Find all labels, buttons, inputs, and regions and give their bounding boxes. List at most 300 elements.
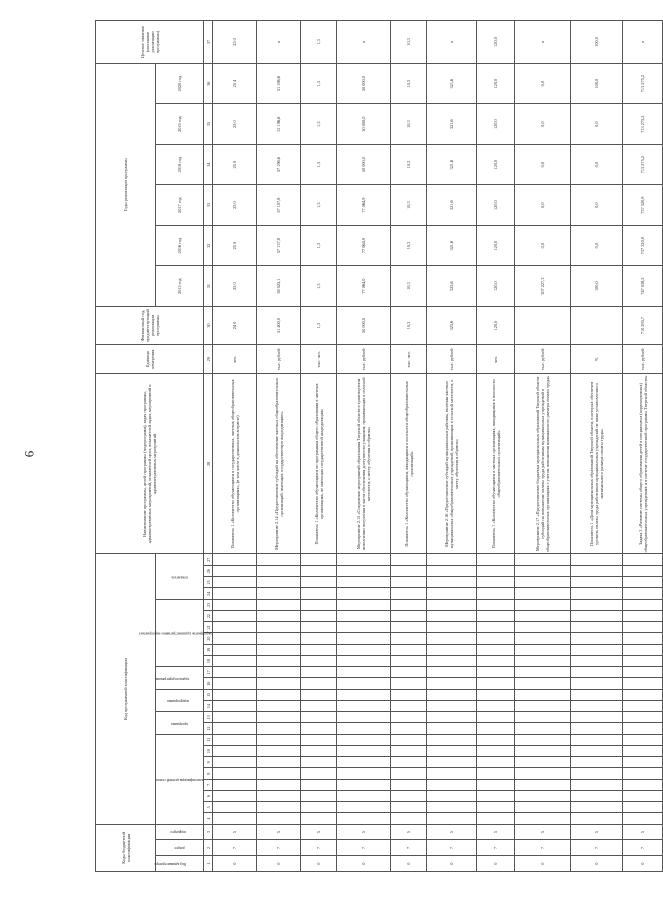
- code-cell: [427, 723, 477, 734]
- code-cell: [301, 723, 337, 734]
- year-cell: 25 0: [213, 185, 257, 226]
- code-cell: [515, 700, 571, 711]
- code-cell: [391, 723, 427, 734]
- year-cell: 737 320,9: [623, 185, 663, 226]
- column-index-1: 1: [204, 856, 213, 872]
- code-cell: [391, 667, 427, 678]
- page-number: 6: [21, 450, 37, 458]
- name-cell: Мероприятие 2.15 «Сохранение мероприятий образования Тверской области в транспортном исполнении получения в части обеспечения доступности учащихся, проживающих в сельской местности, к месту обучения и обратно»: [337, 374, 391, 554]
- header-podrazdel: подраздел: [156, 824, 204, 840]
- base-year-cell: 325,6: [427, 306, 477, 344]
- code-cell: 7: [337, 840, 391, 856]
- code-cell: [477, 768, 515, 779]
- code-cell: [477, 745, 515, 756]
- target-cell: 10,3: [391, 21, 427, 64]
- year-cell: 321,6: [427, 104, 477, 145]
- code-cell: [301, 779, 337, 790]
- code-cell: [213, 790, 257, 801]
- code-cell: 7: [623, 840, 663, 856]
- code-cell: [257, 554, 301, 566]
- code-cell: [391, 577, 427, 588]
- code-cell: [427, 757, 477, 768]
- code-cell: [257, 712, 301, 723]
- code-cell: [257, 565, 301, 576]
- code-cell: 0: [337, 856, 391, 872]
- code-cell: [571, 577, 623, 588]
- code-cell: [257, 667, 301, 678]
- target-cell: 100,0: [571, 21, 623, 64]
- code-cell: [623, 745, 663, 756]
- code-cell: [477, 655, 515, 666]
- header-program: программа: [156, 712, 204, 735]
- table-row: [477, 21, 515, 872]
- code-cell: [391, 768, 427, 779]
- code-cell: [571, 588, 623, 599]
- code-cell: [623, 734, 663, 745]
- unit-cell: тыс. рублей: [515, 345, 571, 374]
- unit-cell: тыс. чел.: [301, 345, 337, 374]
- code-cell: 0: [391, 856, 427, 872]
- code-cell: 7: [391, 840, 427, 856]
- year-cell: 77 064,0: [337, 266, 391, 307]
- code-cell: [337, 768, 391, 779]
- year-cell: 321,6: [427, 225, 477, 266]
- code-cell: [623, 712, 663, 723]
- code-cell: 7: [257, 840, 301, 856]
- column-index-22: 22: [204, 610, 213, 621]
- code-cell: [477, 723, 515, 734]
- code-cell: 0: [213, 856, 257, 872]
- column-index-35: 35: [204, 104, 213, 145]
- code-cell: [477, 779, 515, 790]
- code-cell: [301, 644, 337, 655]
- code-cell: [571, 622, 623, 633]
- unit-cell: %: [571, 345, 623, 374]
- code-cell: 5: [623, 824, 663, 840]
- code-cell: [301, 712, 337, 723]
- column-index-7: 7: [204, 779, 213, 790]
- code-cell: [623, 678, 663, 689]
- column-index-10: 10: [204, 745, 213, 756]
- code-cell: [571, 723, 623, 734]
- name-cell: Показатель 1 «Количество обучающихся в частных организациях, находящихся в плоскости общеобразовательных организаций»: [477, 374, 515, 554]
- year-cell: 0,0: [571, 225, 623, 266]
- code-cell: [571, 554, 623, 566]
- code-cell: [391, 678, 427, 689]
- column-index-23: 23: [204, 599, 213, 610]
- code-cell: [301, 813, 337, 824]
- year-cell: 120,0: [477, 104, 515, 145]
- code-cell: [571, 655, 623, 666]
- code-cell: [213, 757, 257, 768]
- code-cell: [427, 599, 477, 610]
- code-cell: [515, 565, 571, 576]
- code-cell: [515, 678, 571, 689]
- base-year-cell: [515, 306, 571, 344]
- header-subprogram: подпрограмма: [156, 689, 204, 712]
- year-cell: 100,0: [571, 63, 623, 104]
- year-cell: 51 196,6: [257, 104, 301, 145]
- year-cell: 325,6: [427, 266, 477, 307]
- code-cell: 7: [571, 840, 623, 856]
- code-cell: [337, 689, 391, 700]
- code-cell: [571, 565, 623, 576]
- name-cell: Показатель 1 «Количество обучающихся, находящихся в плоскости общеобразовательных организаций»: [391, 374, 427, 554]
- base-year-cell: 120,0: [477, 306, 515, 344]
- code-cell: [515, 734, 571, 745]
- year-cell: 0,0: [571, 144, 623, 185]
- header-name: Наименование программы, целей программы (подпрограмм), задач программы, административных мероприятий, показателей цели, показателей задач, мероприятий и административных мероприятий: [96, 374, 204, 554]
- code-cell: 7: [477, 840, 515, 856]
- year-cell: 737 320,9: [623, 225, 663, 266]
- code-cell: [337, 700, 391, 711]
- code-cell: [257, 700, 301, 711]
- year-cell: 51 196,6: [257, 63, 301, 104]
- code-cell: [391, 599, 427, 610]
- column-index-19: 19: [204, 644, 213, 655]
- code-cell: [257, 633, 301, 644]
- code-cell: [391, 655, 427, 666]
- header-y2: 2016 год: [156, 225, 204, 266]
- code-cell: [301, 768, 337, 779]
- header-target-class: классификация целевой статьи: [156, 734, 204, 824]
- code-cell: [257, 802, 301, 813]
- code-cell: [515, 745, 571, 756]
- code-cell: [257, 734, 301, 745]
- code-cell: [477, 700, 515, 711]
- code-cell: [337, 712, 391, 723]
- column-index-5: 5: [204, 802, 213, 813]
- code-cell: [515, 655, 571, 666]
- code-cell: [427, 768, 477, 779]
- target-cell: х: [515, 21, 571, 64]
- code-cell: [427, 745, 477, 756]
- code-cell: [337, 779, 391, 790]
- code-cell: [571, 757, 623, 768]
- code-cell: [477, 599, 515, 610]
- code-cell: [515, 757, 571, 768]
- code-cell: [427, 622, 477, 633]
- year-cell: 321,6: [427, 63, 477, 104]
- code-cell: [301, 655, 337, 666]
- code-cell: [213, 622, 257, 633]
- code-cell: [301, 734, 337, 745]
- target-cell: 25 0: [213, 21, 257, 64]
- code-cell: [301, 678, 337, 689]
- code-cell: [391, 610, 427, 621]
- code-cell: [257, 757, 301, 768]
- code-cell: [213, 678, 257, 689]
- code-cell: [337, 790, 391, 801]
- code-cell: [301, 633, 337, 644]
- code-cell: [391, 790, 427, 801]
- code-cell: [337, 655, 391, 666]
- year-cell: 25 0: [213, 266, 257, 307]
- column-index-9: 9: [204, 757, 213, 768]
- code-cell: [337, 667, 391, 678]
- table-row: [571, 21, 623, 872]
- code-cell: [477, 757, 515, 768]
- code-cell: [623, 757, 663, 768]
- header-target: Целевое значение (окончание реализации программы): [96, 21, 204, 64]
- code-cell: 0: [477, 856, 515, 872]
- code-cell: [257, 622, 301, 633]
- code-cell: [427, 734, 477, 745]
- code-cell: [301, 565, 337, 576]
- code-cell: 5: [213, 824, 257, 840]
- year-cell: 100,0: [571, 266, 623, 307]
- code-cell: 5: [301, 824, 337, 840]
- target-cell: х: [623, 21, 663, 64]
- year-cell: 50 000,0: [337, 144, 391, 185]
- column-index-33: 33: [204, 185, 213, 226]
- code-cell: [623, 577, 663, 588]
- code-cell: 5: [571, 824, 623, 840]
- code-cell: [477, 813, 515, 824]
- code-cell: [301, 802, 337, 813]
- column-index-6: 6: [204, 790, 213, 801]
- code-cell: 0: [301, 856, 337, 872]
- code-cell: [337, 622, 391, 633]
- code-cell: [301, 689, 337, 700]
- code-cell: [515, 622, 571, 633]
- code-cell: 0: [623, 856, 663, 872]
- code-cell: 0: [571, 856, 623, 872]
- code-cell: [257, 745, 301, 756]
- year-cell: 747 038,5: [623, 266, 663, 307]
- code-cell: [337, 554, 391, 566]
- year-cell: 58 025,1: [257, 266, 301, 307]
- year-cell: 25 0: [213, 104, 257, 145]
- year-cell: 120,0: [477, 185, 515, 226]
- header-y3: 2017 год: [156, 185, 204, 226]
- code-cell: [623, 700, 663, 711]
- code-cell: [391, 565, 427, 576]
- code-cell: [623, 565, 663, 576]
- code-cell: [213, 599, 257, 610]
- code-cell: [515, 768, 571, 779]
- code-cell: [515, 610, 571, 621]
- code-cell: [427, 667, 477, 678]
- year-cell: 25 0: [213, 144, 257, 185]
- code-cell: 5: [477, 824, 515, 840]
- table-row: [623, 21, 663, 872]
- code-cell: [257, 790, 301, 801]
- year-cell: 120,0: [477, 266, 515, 307]
- year-cell: 1,3: [301, 185, 337, 226]
- code-cell: [427, 565, 477, 576]
- year-cell: 1,3: [301, 144, 337, 185]
- code-cell: [623, 813, 663, 824]
- table-row: [257, 21, 301, 872]
- year-cell: 0,0: [515, 225, 571, 266]
- code-cell: [427, 689, 477, 700]
- code-cell: [427, 813, 477, 824]
- code-cell: [391, 633, 427, 644]
- year-cell: 321,6: [427, 144, 477, 185]
- column-index-25: 25: [204, 577, 213, 588]
- year-cell: 57 107,8: [257, 185, 301, 226]
- code-cell: [571, 700, 623, 711]
- table-row: [515, 21, 571, 872]
- code-cell: [213, 802, 257, 813]
- code-cell: [213, 644, 257, 655]
- base-year-cell: 24 0: [213, 306, 257, 344]
- header-razdel: раздел: [156, 840, 204, 856]
- code-cell: [391, 745, 427, 756]
- year-cell: 1,3: [301, 104, 337, 145]
- unit-cell: тыс. рублей: [337, 345, 391, 374]
- code-cell: [477, 790, 515, 801]
- code-cell: [623, 655, 663, 666]
- column-index-28: 28: [204, 374, 213, 554]
- column-index-34: 34: [204, 144, 213, 185]
- code-cell: [477, 712, 515, 723]
- unit-cell: тыс. рублей: [427, 345, 477, 374]
- code-cell: 7: [213, 840, 257, 856]
- code-cell: [515, 779, 571, 790]
- code-cell: [391, 712, 427, 723]
- code-cell: [391, 813, 427, 824]
- code-cell: [391, 588, 427, 599]
- code-cell: [571, 734, 623, 745]
- code-cell: [301, 757, 337, 768]
- column-index-27: 27: [204, 554, 213, 566]
- code-cell: [623, 554, 663, 566]
- code-cell: [477, 678, 515, 689]
- target-cell: х: [257, 21, 301, 64]
- code-cell: 5: [391, 824, 427, 840]
- year-cell: 0,0: [515, 144, 571, 185]
- code-cell: [515, 723, 571, 734]
- code-cell: [213, 610, 257, 621]
- code-cell: [337, 734, 391, 745]
- year-cell: 25 0: [213, 225, 257, 266]
- year-cell: 713 275,2: [623, 104, 663, 145]
- code-cell: [515, 712, 571, 723]
- unit-cell: чел.: [213, 345, 257, 374]
- code-cell: [477, 689, 515, 700]
- code-cell: [571, 610, 623, 621]
- code-cell: [623, 802, 663, 813]
- code-cell: 5: [257, 824, 301, 840]
- code-cell: 7: [427, 840, 477, 856]
- code-cell: [213, 577, 257, 588]
- year-cell: 1,3: [301, 63, 337, 104]
- code-cell: [623, 599, 663, 610]
- year-cell: 1,3: [301, 225, 337, 266]
- year-cell: 50 000,0: [337, 104, 391, 145]
- code-cell: [337, 813, 391, 824]
- code-cell: [257, 577, 301, 588]
- code-cell: [391, 757, 427, 768]
- code-cell: [515, 802, 571, 813]
- code-cell: [477, 622, 515, 633]
- year-cell: 120,0: [477, 225, 515, 266]
- code-cell: [213, 813, 257, 824]
- year-cell: 10,3: [391, 144, 427, 185]
- header-y6: 2020 год: [156, 63, 204, 104]
- code-cell: [301, 599, 337, 610]
- column-index-30: 30: [204, 306, 213, 344]
- unit-cell: тыс. чел.: [391, 345, 427, 374]
- year-cell: 10,3: [391, 225, 427, 266]
- code-cell: [213, 565, 257, 576]
- header-admin: Код администратора: [156, 856, 204, 872]
- code-cell: [301, 622, 337, 633]
- code-cell: [571, 644, 623, 655]
- code-cell: 0: [427, 856, 477, 872]
- code-cell: [257, 599, 301, 610]
- table-row: [337, 21, 391, 872]
- code-cell: [477, 588, 515, 599]
- column-index-21: 21: [204, 622, 213, 633]
- header-measure: мероприятие (административное мероприятие): [156, 599, 204, 667]
- column-index-31: 31: [204, 266, 213, 307]
- code-cell: [213, 723, 257, 734]
- target-cell: х: [337, 21, 391, 64]
- base-year-cell: 50 000,0: [337, 306, 391, 344]
- code-cell: [337, 802, 391, 813]
- code-cell: [427, 610, 477, 621]
- code-cell: [257, 689, 301, 700]
- year-cell: 0,0: [571, 104, 623, 145]
- code-cell: 5: [427, 824, 477, 840]
- column-index-24: 24: [204, 588, 213, 599]
- name-cell: Мероприятие 2.16 «Предоставление субсидий муниципальным районам, включая частные муниципальных общеобразовательных учреждений, проживающих в сельской местности, к месту обучения и обратно»: [427, 374, 477, 554]
- code-cell: [213, 588, 257, 599]
- code-cell: [571, 768, 623, 779]
- code-cell: [337, 565, 391, 576]
- base-year-cell: 51 400,0: [257, 306, 301, 344]
- unit-cell: тыс. рублей: [257, 345, 301, 374]
- year-cell: 713 275,2: [623, 63, 663, 104]
- base-year-cell: 10,3: [391, 306, 427, 344]
- name-cell: Задача 3 «Развитие системы общего образования детей в специальных (коррекционных) общеобразовательных учреждениях и в системе государственной программы Тверской области»: [623, 374, 663, 554]
- code-cell: [515, 813, 571, 824]
- column-index-29: 29: [204, 345, 213, 374]
- code-cell: 7: [515, 840, 571, 856]
- column-index-3: 3: [204, 824, 213, 840]
- header-y5: 2019 год: [156, 104, 204, 145]
- column-index-11: 11: [204, 734, 213, 745]
- column-index-37: 37: [204, 21, 213, 64]
- header-task: задача подпрограммы: [156, 667, 204, 690]
- code-cell: [391, 554, 427, 566]
- code-cell: [623, 644, 663, 655]
- code-cell: [623, 622, 663, 633]
- column-index-13: 13: [204, 712, 213, 723]
- column-index-36: 36: [204, 63, 213, 104]
- base-year-cell: 710 295,7: [623, 306, 663, 344]
- code-cell: [477, 644, 515, 655]
- year-cell: 10,3: [391, 185, 427, 226]
- table-row: [301, 21, 337, 872]
- code-cell: [337, 745, 391, 756]
- code-cell: [391, 689, 427, 700]
- header-base-year: Финансовый год, предшествующий реализации программы: [96, 306, 204, 344]
- code-cell: [515, 577, 571, 588]
- column-index-12: 12: [204, 723, 213, 734]
- code-cell: [427, 655, 477, 666]
- year-cell: 57 196,6: [257, 144, 301, 185]
- base-year-cell: [571, 306, 623, 344]
- code-cell: [391, 734, 427, 745]
- column-index-26: 26: [204, 565, 213, 576]
- code-cell: [571, 813, 623, 824]
- code-cell: [477, 565, 515, 576]
- code-cell: [427, 700, 477, 711]
